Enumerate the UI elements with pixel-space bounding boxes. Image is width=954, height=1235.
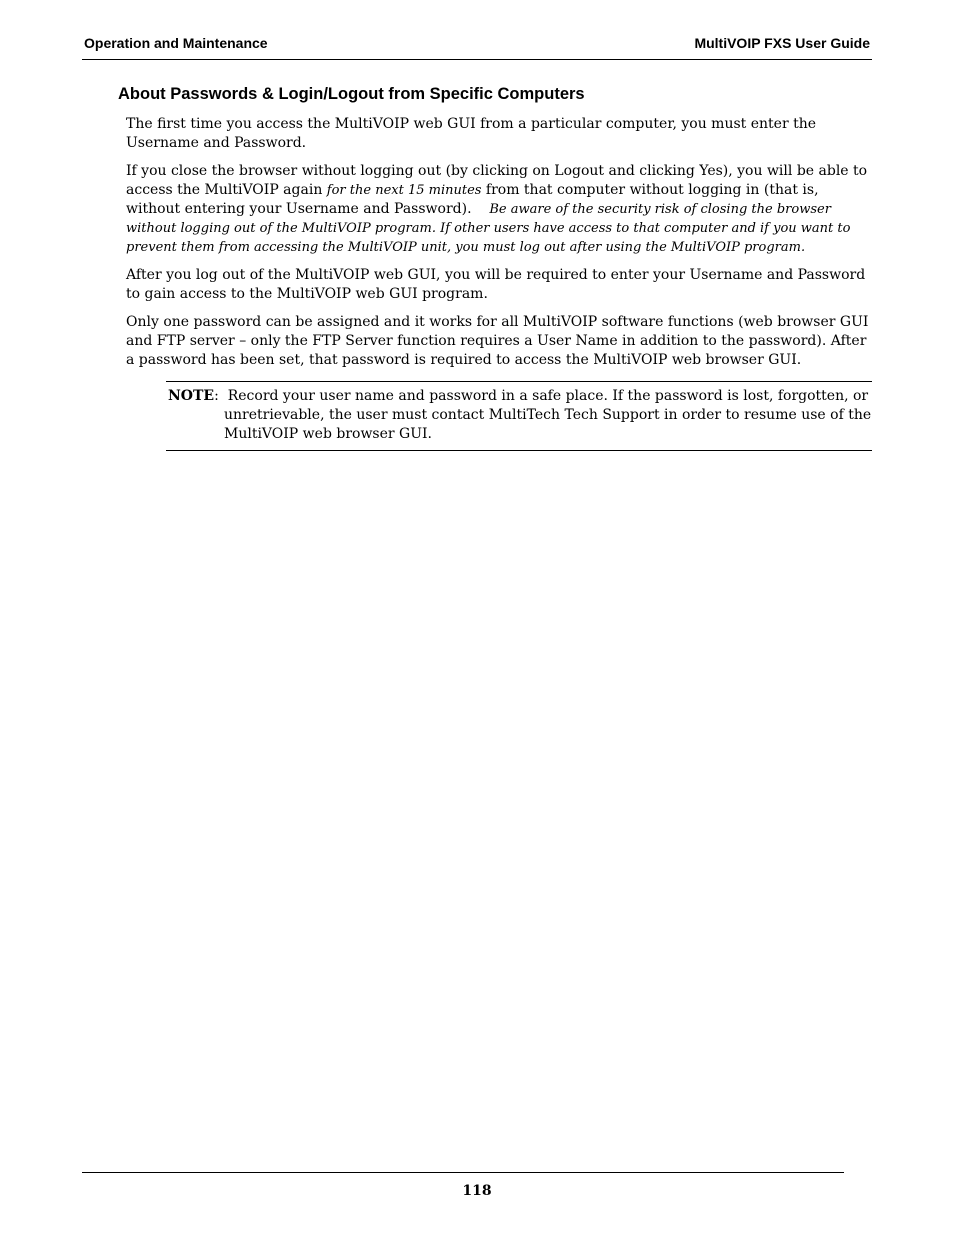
- paragraph-browser-close-timeout: for the next 15 minutes: [326, 183, 482, 198]
- note-box: [166, 381, 872, 451]
- page-number: 118: [462, 1183, 492, 1199]
- header-chapter-title: Operation and Maintenance: [84, 35, 268, 51]
- section-heading: About Passwords & Login/Logout from Specific Computers: [118, 85, 585, 103]
- paragraph-security-warning: Be aware of the security risk of closing the browser without logging out of the MultiVOIP program. If other users have access to that computer and if you want to prevent them from accessing the MultiVOIP unit, you must log out after using the MultiVOIP program.: [126, 202, 851, 255]
- note-content: NOTE: Record your user name and password in a safe place. If the password is lost, forgotten, or unretrievable, the user must contact MultiTech Tech Support in order to resume use of the MultiVOIP web browser GUI.: [168, 388, 872, 442]
- paragraph-first-access: The first time you access the MultiVOIP web GUI from a particular computer, you must enter the Username and Password.: [126, 116, 817, 151]
- body-text: [126, 115, 874, 379]
- paragraph-logout: After you log out of the MultiVOIP web GUI, you will be required to enter your Username and Password to gain access to the MultiVOIP web GUI program.: [126, 267, 866, 302]
- note-text: Record your user name and password in a safe place. If the password is lost, forgotten, or unretrievable, the user must contact MultiTech Tech Support in order to resume use of the MultiVOIP web browser GUI.: [224, 388, 872, 442]
- paragraph-browser-close: [126, 162, 874, 257]
- paragraph-single-password: Only one password can be assigned and it works for all MultiVOIP software functions (web browser GUI and FTP server – only the FTP Server function requires a User Name in addition to the password). After a password has been set, that password is required to access the MultiVOIP web browser GUI.: [126, 314, 869, 368]
- page-header: [82, 33, 872, 60]
- header-guide-title: MultiVOIP FXS User Guide: [694, 35, 870, 51]
- footer-divider: [82, 1172, 844, 1173]
- paragraph-browser-close-part2: from that computer without logging in (that is, without entering your Username and Password).: [126, 182, 819, 217]
- note-label: NOTE: [168, 388, 215, 404]
- paragraph-browser-close-part1: If you close the browser without logging out (by clicking on Logout and clicking Yes), you will be able to access the MultiVOIP again: [126, 163, 868, 198]
